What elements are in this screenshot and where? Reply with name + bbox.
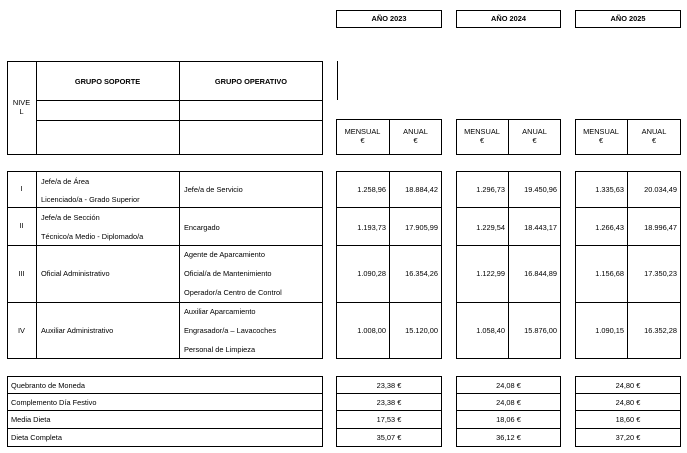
extra-value: 18,60 €	[615, 415, 641, 424]
mensual-value: 1.193,73	[357, 223, 386, 232]
mensual-value: 1.058,40	[476, 326, 505, 335]
level-label: II	[19, 221, 24, 230]
extra-value: 35,07 €	[376, 433, 402, 442]
anual-header-2024: ANUAL €	[522, 127, 547, 145]
grupo-operativo-header: GRUPO OPERATIVO	[214, 77, 288, 86]
anual-value: 19.450,96	[524, 185, 557, 194]
level-label: III	[18, 269, 25, 278]
extra-value: 24,80 €	[615, 381, 641, 390]
anual-value: 15.876,00	[524, 326, 557, 335]
mensual-value: 1.258,96	[357, 185, 386, 194]
mensual-value: 1.090,15	[595, 326, 624, 335]
mensual-value: 1.296,73	[476, 185, 505, 194]
mensual-header-2023: MENSUAL €	[344, 127, 381, 145]
anual-value: 16.354,26	[405, 269, 438, 278]
extra-label: Quebranto de Moneda	[11, 381, 85, 390]
soporte-text: Auxiliar Administrativo	[41, 326, 114, 335]
mensual-value: 1.229,54	[476, 223, 505, 232]
mensual-value: 1.266,43	[595, 223, 624, 232]
anual-value: 20.034,49	[644, 185, 677, 194]
extra-label: Media Dieta	[11, 415, 51, 424]
extra-value: 37,20 €	[615, 433, 641, 442]
soporte-text: Licenciado/a - Grado Superior	[41, 195, 140, 204]
mensual-value: 1.008,00	[357, 326, 386, 335]
anual-header-2025: ANUAL €	[641, 127, 667, 145]
extra-value: 24,08 €	[496, 398, 521, 407]
extra-value: 24,08 €	[496, 381, 521, 390]
soporte-text: Jefe/a de Sección	[41, 213, 100, 222]
anual-value: 18.443,17	[524, 223, 557, 232]
extra-value: 17,53 €	[376, 415, 402, 424]
operativo-text: Operador/a Centro de Control	[184, 288, 282, 297]
grupo-soporte-header: GRUPO SOPORTE	[74, 77, 141, 86]
operativo-text: Oficial/a de Mantenimiento	[184, 269, 272, 278]
soporte-text: Jefe/a de Área	[41, 177, 90, 186]
group-header-block	[7, 61, 323, 155]
anual-value: 16.352,28	[644, 326, 677, 335]
extra-value: 23,38 €	[376, 398, 402, 407]
operativo-text: Auxiliar Aparcamiento	[184, 307, 256, 316]
mensual-value: 1.156,68	[595, 269, 624, 278]
mensual-header-2024: MENSUAL €	[464, 127, 500, 145]
anual-value: 17.905,99	[405, 223, 438, 232]
mensual-header-2025: MENSUAL €	[583, 127, 619, 145]
year-label-2023: AÑO 2023	[371, 14, 407, 23]
mensual-value: 1.090,28	[357, 269, 386, 278]
anual-value: 18.996,47	[644, 223, 677, 232]
operativo-text: Encargado	[184, 223, 220, 232]
soporte-text: Técnico/a Medio - Diplomado/a	[41, 232, 144, 241]
mensual-value: 1.122,99	[476, 269, 505, 278]
extra-label: Dieta Completa	[11, 433, 62, 442]
anual-value: 18.884,42	[405, 185, 438, 194]
mensual-value: 1.335,63	[595, 185, 624, 194]
operativo-text: Engrasador/a – Lavacoches	[184, 326, 277, 335]
anual-value: 15.120,00	[405, 326, 438, 335]
anual-header-2023: ANUAL €	[403, 127, 428, 145]
extra-value: 36,12 €	[496, 433, 521, 442]
soporte-text: Oficial Administrativo	[41, 269, 110, 278]
separator-line	[337, 61, 338, 100]
anual-value: 16.844,89	[524, 269, 557, 278]
level-label: I	[20, 184, 23, 193]
nivel-header: NIVE L	[12, 98, 31, 116]
year-label-2025: AÑO 2025	[610, 14, 646, 23]
extra-value: 18,06 €	[496, 415, 521, 424]
level-label: IV	[18, 326, 25, 335]
anual-value: 17.350,23	[644, 269, 677, 278]
extra-value: 23,38 €	[376, 381, 402, 390]
operativo-text: Personal de Limpieza	[184, 345, 256, 354]
operativo-text: Jefe/a de Servicio	[184, 185, 243, 194]
operativo-text: Agente de Aparcamiento	[184, 250, 265, 259]
year-label-2024: AÑO 2024	[491, 14, 526, 23]
extra-label: Complemento Día Festivo	[11, 398, 97, 407]
extra-value: 24,80 €	[615, 398, 641, 407]
